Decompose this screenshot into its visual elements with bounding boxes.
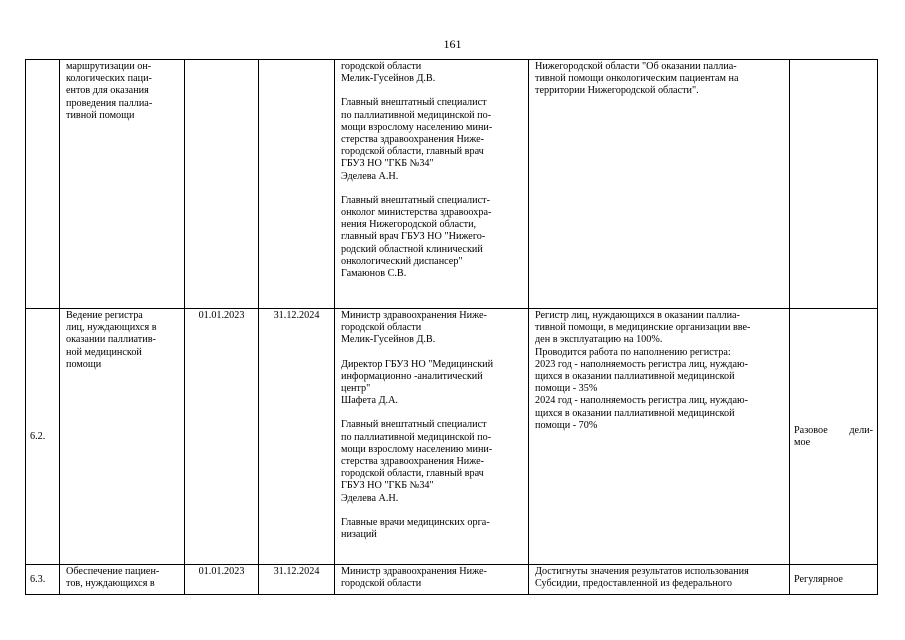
responsible-line: нения Нижегородской области, xyxy=(341,219,477,231)
responsible-line: Директор ГБУЗ НО "Медицинский xyxy=(341,358,494,370)
table-row xyxy=(26,309,878,565)
event-line: лиц, нуждающихся в xyxy=(66,322,157,334)
responsible-line: онколог министерства здравоохра- xyxy=(341,207,492,219)
table-row xyxy=(26,60,878,309)
end-date xyxy=(259,60,335,309)
responsible-line: Шафета Д.А. xyxy=(341,395,398,407)
plan-table xyxy=(25,59,878,595)
event-line: оказании паллиатив- xyxy=(66,334,156,346)
responsible-line: городской области xyxy=(341,61,422,72)
start-date xyxy=(185,60,259,309)
responsible-line: Главный внештатный специалист- xyxy=(341,194,490,206)
end-date: 31.12.2024 xyxy=(259,565,335,595)
event-line: ной медицинской xyxy=(66,346,142,358)
result-line: Регистр лиц, нуждающихся в оказании паллиа- xyxy=(535,310,740,321)
result-cell xyxy=(529,565,790,595)
responsible-line: Мелик-Гусейнов Д.В. xyxy=(341,73,436,85)
responsible-line: мощи взрослому населению мини- xyxy=(341,443,493,455)
responsible-line: Министр здравоохранения Ниже- xyxy=(341,566,487,577)
responsible-line: стерства здравоохранения Ниже- xyxy=(341,456,485,468)
event-line: маршрутизации он- xyxy=(66,61,152,72)
result-cell xyxy=(529,60,790,309)
result-line: территории Нижегородской области". xyxy=(535,85,699,97)
frequency-cell xyxy=(790,309,878,565)
responsible-line: главный врач ГБУЗ НО "Нижего- xyxy=(341,231,486,243)
responsible-line: городской области xyxy=(341,322,422,334)
responsible-cell xyxy=(335,309,529,565)
event-line: Ведение регистра xyxy=(66,310,143,321)
responsible-line: Эделева А.Н. xyxy=(341,170,399,182)
responsible-line: Главные врачи медицинских орга- xyxy=(341,516,490,528)
responsible-line: городской области, главный врач xyxy=(341,468,484,480)
frequency-line: Регулярное xyxy=(794,573,843,585)
event-cell xyxy=(60,309,185,565)
result-line: ден в эксплуатацию на 100%. xyxy=(535,334,663,346)
responsible-line: ГБУЗ НО "ГКБ №34" xyxy=(341,480,434,492)
result-cell xyxy=(529,309,790,565)
frequency-cell xyxy=(790,60,878,309)
responsible-line: Гамаюнов С.В. xyxy=(341,268,407,280)
responsible-cell xyxy=(335,565,529,595)
row-number: 6.2. xyxy=(26,309,60,565)
responsible-line: центр" xyxy=(341,383,371,395)
result-line: тивной помощи онкологическим пациентам на xyxy=(535,73,739,85)
responsible-line: по паллиативной медицинской по- xyxy=(341,431,492,443)
responsible-line: городской области, главный врач xyxy=(341,146,484,158)
frequency-line xyxy=(794,425,873,437)
responsible-line: низаций xyxy=(341,529,377,541)
result-line: помощи - 35% xyxy=(535,383,598,395)
event-line: проведения паллиа- xyxy=(66,97,153,109)
event-line: кологических паци- xyxy=(66,73,152,85)
result-line: щихся в оказании паллиативной медицинской xyxy=(535,371,735,383)
result-line: тивной помощи, в медицинские организации вве- xyxy=(535,322,751,334)
frequency-word: Разовое xyxy=(794,424,828,436)
event-line: ентов для оказания xyxy=(66,85,149,97)
result-line: Проводится работа по наполнению регистра: xyxy=(535,346,731,358)
table-row xyxy=(26,565,878,595)
result-line: помощи - 70% xyxy=(535,419,598,431)
responsible-cell xyxy=(335,60,529,309)
row-number: 6.3. xyxy=(26,565,60,595)
end-date: 31.12.2024 xyxy=(259,309,335,565)
responsible-line: Эделева А.Н. xyxy=(341,492,399,504)
start-date: 01.01.2023 xyxy=(185,309,259,565)
event-line: тивной помощи xyxy=(66,109,135,121)
responsible-line: стерства здравоохранения Ниже- xyxy=(341,134,485,146)
event-line: помощи xyxy=(66,358,102,370)
event-cell xyxy=(60,565,185,595)
responsible-line: ГБУЗ НО "ГКБ №34" xyxy=(341,158,434,170)
frequency-line: мое xyxy=(794,437,811,448)
result-line: Нижегородской области "Об оказании паллиа- xyxy=(535,61,737,72)
responsible-line: родский областной клинический xyxy=(341,243,483,255)
responsible-line: информационно -аналитический xyxy=(341,370,483,382)
responsible-line: онкологический диспансер" xyxy=(341,255,463,267)
result-line: 2023 год - наполняемость регистра лиц, нуждаю- xyxy=(535,358,749,370)
responsible-line: Мелик-Гусейнов Д.В. xyxy=(341,334,436,346)
responsible-line: Главный внештатный специалист xyxy=(341,419,487,431)
frequency-cell xyxy=(790,565,878,595)
result-line: Субсидии, предоставленной из федерального xyxy=(535,578,732,590)
responsible-line: мощи взрослому населению мини- xyxy=(341,121,493,133)
responsible-line: Министр здравоохранения Ниже- xyxy=(341,310,487,321)
start-date: 01.01.2023 xyxy=(185,565,259,595)
responsible-line: городской области xyxy=(341,578,422,590)
result-line: 2024 год - наполняемость регистра лиц, нуждаю- xyxy=(535,395,749,407)
responsible-line: по паллиативной медицинской по- xyxy=(341,109,492,121)
event-line: Обеспечение пациен- xyxy=(66,566,160,577)
page-number: 161 xyxy=(443,37,462,51)
event-cell xyxy=(60,60,185,309)
result-line: Достигнуты значения результатов использования xyxy=(535,566,749,577)
result-line: щихся в оказании паллиативной медицинской xyxy=(535,407,735,419)
responsible-line: Главный внештатный специалист xyxy=(341,97,487,109)
event-line: тов, нуждающихся в xyxy=(66,578,155,590)
frequency-word: дели- xyxy=(849,424,873,436)
row-number xyxy=(26,60,60,309)
